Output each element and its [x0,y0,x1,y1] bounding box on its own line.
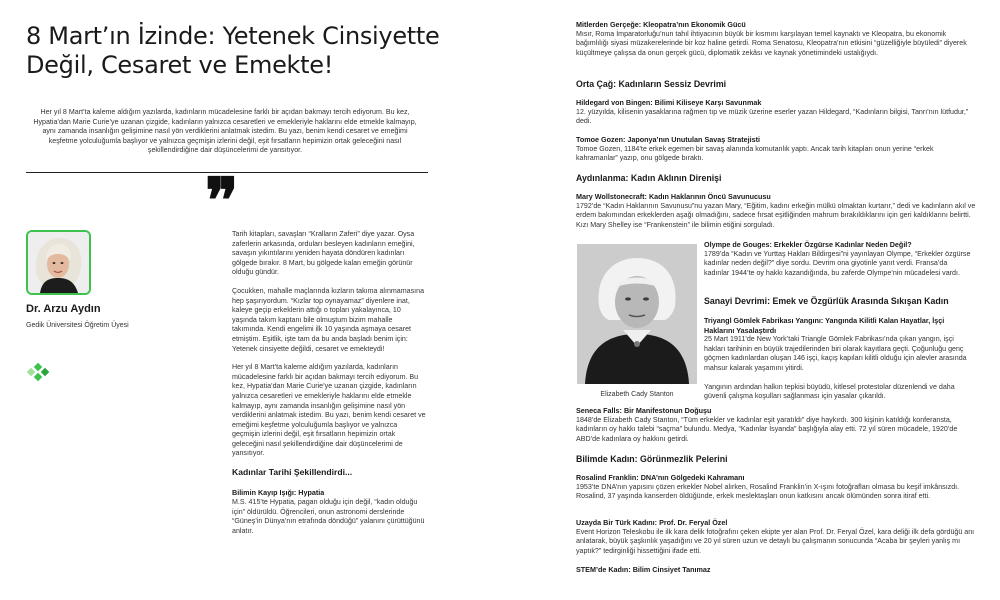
section-heading: Kadınlar Tarihi Şekillendirdi... [232,467,353,478]
paragraph: Çocukken, mahalle maçlarında kızların takıma alınmamasına hep şaşırıyordum. “Kızlar top oynayamaz” diyenlere inat, kaleye geçip erkeklerin attığı o topları yakalayınca, 10 yaşında takım kaptanı bile olmuştum bizim mahalle takımında. Kendi engelimi ilk 10 yaşında aşmaya cesaret etmiştim. Eşitlik, işte tam da bu anda başladı benim için: Yetenek cinsiyette değildi, cesaret ve emekteydi! [232,286,425,353]
hildegard-block [576,98,976,127]
section-heading: Sanayi Devrimi: Emek ve Özgürlük Arasında Sıkışan Kadın [704,296,949,306]
paragraph: 12. yüzyılda, kilisenin yasaklarına rağmen tıp ve müzik üzerine eserler yazan Hildegard, “Kadınların bilgisi, Tanrı’nın lütfudur,” dedi. [576,107,969,126]
left-column-text [232,230,426,546]
subsection-heading: Olympe de Gouges: Erkekler Özgürse Kadınlar Neden Değil? [704,240,912,249]
paragraph: Yangının ardından halkın tepkisi büyüdü, kitlesel protestolar düzenlendi ve daha güvenli çalışma koşulları sağlanması için yasalar çıkarıldı. [704,382,955,401]
paragraph: 1792’de “Kadın Haklarının Savunusu”nu yazan Mary, “Eğitim, kadını erkeğin mülkü olmaktan kurtarır,” dedi ve kadınların akıl ve erdem bakımından erkeklerden aşağı olmadığını, sadece fırsat eşitliğinden mahrum bırakıldıklarını için geri kaldıklarını belirtti. Kızı Mary Shelley ise “Frankenstein” ile bilimin etiğini sorguladı. [576,201,976,229]
ozel-block [576,518,976,556]
subsection-heading: Uzayda Bir Türk Kadını: Prof. Dr. Feryal Özel [576,518,728,527]
author-affiliation: Gedik Üniversitesi Öğretim Üyesi [26,322,129,329]
article-title: 8 Mart’ın İzinde: Yetenek Cinsiyette Değil, Cesaret ve Emekte! [26,22,440,79]
stanton-portrait [577,244,697,384]
subsection-heading: Mary Wollstonecraft: Kadın Haklarının Öncü Savunucusu [576,192,771,201]
portrait-caption: Elizabeth Cady Stanton [600,391,674,398]
paragraph: 1953’te DNA’nın yapısını çözen erkekler Nobel alırken, Rosalind Franklin’in X-ışını fotoğrafları olmasa bu keşif imkânsızdı. Rosalind, 37 yaşında kanserden öldüğünde, erkek meslektaşları onun katkısını ancak ölümünden sonra itiraf etti. [576,482,960,501]
quote-mark-icon: ❞ [205,164,239,237]
paragraph: M.S. 415’te Hypatia, pagan olduğu için değil, “kadın olduğu için” öldürüldü. Öğrencileri, onun astronomi derslerinde “Güneş’in Dünya’nın etrafında döndüğü” yalanını çürüttüğünü anlatır. [232,498,425,536]
paragraph: 1789’da “Kadın ve Yurttaş Hakları Bildirgesi”ni yayınlayan Olympe, “Erkekler özgürse kadınlar neden değil?” diye sordu. Devrim ona giyotinle yanıt verdi. Fransa’da kadınlar 1944’te oy hakkı kazandığında, bu zaferde Olympe’nin mücadelesi vardı. [704,249,971,277]
publisher-logo-icon [26,363,50,383]
subsection-heading: Bilimin Kayıp Işığı: Hypatia [232,487,325,497]
paragraph: Tomoe Gozen, 1184’te erkek egemen bir savaş alanında komutanlık yaptı. Ancak tarih kitapları onun yerine “erkek kahramanlar” yazıp, onu gölgede bıraktı. [576,144,934,163]
paragraph: Event Horizon Teleskobu ile ilk kara delik fotoğrafını çeken ekipte yer alan Prof. Dr. Feryal Özel, kara deliği ilk defa gördüğü anı anlatarak, büyük şaşkınlık yaşadığını ve 20 yıl süren uzun ve detaylı bu çalışmanın sonucunda “Acaba bir şeyleri yanlış mı yaptık?” tedirginliği hissettiğini ifade etti. [576,527,975,555]
paragraph: Her yıl 8 Mart’ta kaleme aldığım yazılarda, kadınların mücadelesine farklı bir açıdan bakmayı tercih ediyorum. Bu kez, Hypatia’dan Marie Curie’ye uzanan çizgide, kadınların yalnızca cesaretleri ve emekleriyle haklarını elde etmekle kalmayıp, aynı zamanda insanlığın gelişimine nasıl yön verdiklerini anlatmak istedim. Bu yazı, benim kendi cesaret ve emeğimi keşfetme yolculuğumla başlıyor ve yalnızca geçmişin izlerini değil, eşit fırsatların hepimizin ortak geleceğini nasıl şekillendirdiğine dair düşüncelerimi de yansıtıyor. [232,363,426,458]
section-heading: Aydınlanma: Kadın Aklının Direnişi [576,173,722,183]
subsection-heading: Seneca Falls: Bir Manifestonun Doğuşu [576,406,712,415]
paragraph: Mısır, Roma İmparatorluğu’nun tahıl ihtiyacının büyük bir kısmını karşılayan temel kaynaktı ve Kleopatra, bu ekonomik bağımlılığı siyasi müzakerelerinde bir koz haline getirdi. Roma Senatosu, Kleopatra’nın etkisini “güzelliğiyle büyüledi” diyerek küçültmeye çalışsa da onun gerçek gücü, diplomatik zekâsı ve kaynak yönetimindeki ustalığıydı. [576,29,967,57]
tomoe-block [576,135,976,164]
intro-paragraph: Her yıl 8 Mart’ta kaleme aldığım yazılarda, kadınların mücadelesine farklı bir açıdan bakmayı tercih ediyorum. Bu kez, Hypatia’dan Marie Curie’ye uzanan çizgide, kadınların yalnızca cesaretleri ve emekleriyle haklarını elde etmekle kalmayıp, aynı zamanda insanlığın gelişimine nasıl yön verdiklerini anlatmak istedim. Bu yazı, benim kendi cesaret ve emeğimi keşfetme yolculuğumla başlıyor ve yalnızca geçmişin izlerini değil, eşit fırsatların hepimizin ortak geleceğini nasıl şekillendirdiğine dair düşüncelerimi de yansıtıyor. [33,108,417,155]
subsection-heading: Mitlerden Gerçeğe: Kleopatra’nın Ekonomik Gücü [576,20,746,29]
gouges-block [704,240,974,278]
author-name: Dr. Arzu Aydın [26,303,101,315]
paragraph: 25 Mart 1911’de New York’taki Triangle Gömlek Fabrikası’nda çıkan yangın, işçi hakları tarihinin en büyük trajedilerinden biri olarak kayıtlara geçti. Çoğunluğu genç göçmen kadınlardan oluşan 146 işçi, kaçış kapıları kilitli olduğu için alevler arasında mahsur kalarak yaşamını yitirdi. [704,335,967,372]
franklin-block [576,473,976,502]
wollstonecraft-block [576,192,976,230]
triangle-block [704,316,974,402]
author-portrait-icon [28,232,89,293]
portrait-photo-icon [577,244,697,384]
paragraph: 1848’de Elizabeth Cady Stanton, “Tüm erkekler ve kadınlar eşit yaratıldı” diye haykırdı. 300 kişinin katıldığı konferansta, kadınların oy hakkı talebi “saçma” bulundu. Medya, “Kadınlar İsyanda” başlığıyla alay etti. 72 yıl süren mücadele, 1920’de ABD’de kadınlara oy hakkını getirdi. [576,415,958,443]
kleopatra-block [576,20,976,58]
author-photo [26,230,91,295]
section-heading: Bilimde Kadın: Görünmezlik Pelerini [576,454,728,464]
subsection-heading: Hildegard von Bingen: Bilimi Kiliseye Karşı Savunmak [576,98,762,107]
paragraph: Tarih kitapları, savaşları “Kralların Zaferi” diye yazar. Oysa zaferlerin arkasında, orduları besleyen kadınların emeğini, savaşın yıkıntılarını yeniden hayata döndüren kadınları gölgede bırakır. 8 Mart, bu gölgede kalan emeğin görünür olduğu gündür. [232,230,415,277]
subsection-heading: Tomoe Gozen: Japonya’nın Unutulan Savaş Stratejisti [576,135,760,144]
seneca-block [576,406,976,444]
section-heading: Orta Çağ: Kadınların Sessiz Devrimi [576,79,727,89]
subsection-heading: Rosalind Franklin: DNA’nın Gölgedeki Kahramanı [576,473,745,482]
subsection-heading: STEM’de Kadın: Bilim Cinsiyet Tanımaz [576,565,711,574]
subsection-heading: Triyangl Gömlek Fabrikası Yangını: Yangında Kilitli Kalan Hayatlar, İşçi Haklarını Yasalaştırdı [704,316,945,335]
stem-block [576,565,976,575]
